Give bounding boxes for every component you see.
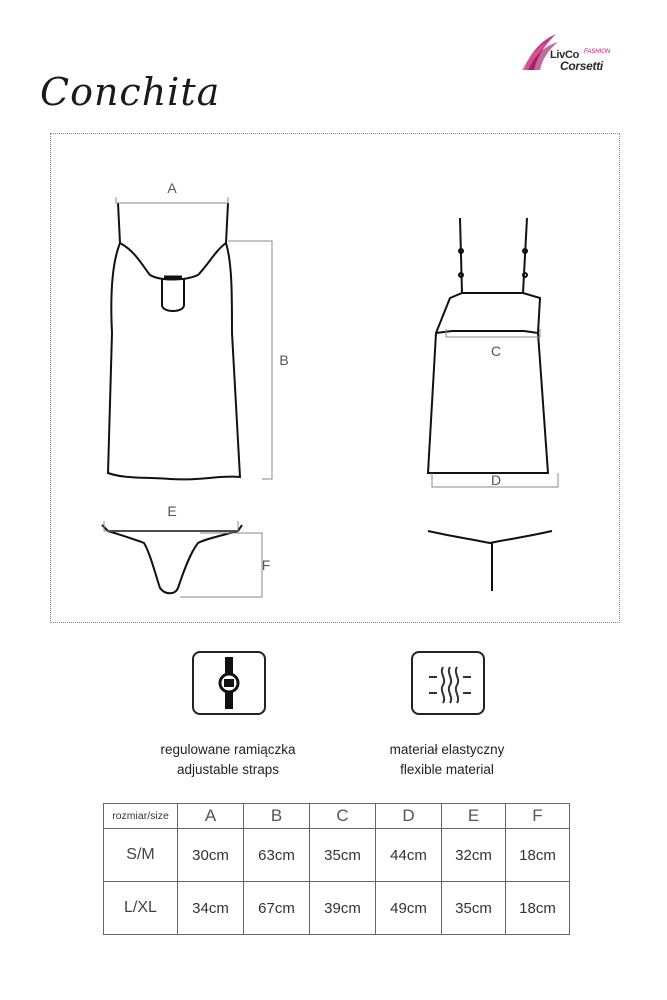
label-b: B: [279, 352, 289, 368]
size-table-header-row: [104, 804, 570, 829]
feature-flexible-material: [337, 740, 557, 780]
logo-text-livco: LivCo: [550, 49, 580, 61]
adjustable-strap-icon: [192, 651, 266, 715]
thong-front-drawing: [102, 525, 242, 593]
measurement-cell: 39cm: [310, 882, 376, 935]
measurement-diagram: [50, 133, 620, 623]
column-header-c: C: [310, 804, 376, 829]
measurement-cell: 49cm: [376, 882, 442, 935]
table-row: [104, 829, 570, 882]
chemise-front-drawing: [108, 203, 240, 479]
size-label: L/XL: [104, 882, 178, 935]
measurement-cell: 67cm: [244, 882, 310, 935]
logo-text-corsetti: Corsetti: [560, 59, 603, 73]
label-c: C: [490, 343, 502, 359]
measurement-cell: 18cm: [506, 882, 570, 935]
measurement-cell: 30cm: [178, 829, 244, 882]
label-d: D: [490, 472, 502, 488]
feature-label-en: adjustable straps: [176, 762, 280, 777]
label-a: A: [167, 180, 177, 196]
brand-logo: [520, 32, 630, 74]
size-label: S/M: [104, 829, 178, 882]
measurement-cell: 35cm: [310, 829, 376, 882]
size-header-cell: rozmiar/size: [104, 804, 178, 829]
column-header-e: E: [442, 804, 506, 829]
measurement-cell: 32cm: [442, 829, 506, 882]
measurement-cell: 35cm: [442, 882, 506, 935]
measurement-cell: 34cm: [178, 882, 244, 935]
feature-label-pl: regulowane ramiączka: [160, 742, 296, 757]
measurement-cell: 63cm: [244, 829, 310, 882]
logo-text-fashion: FASHION: [584, 49, 611, 55]
label-f: F: [261, 557, 271, 573]
product-title: Conchita: [40, 70, 221, 114]
column-header-a: A: [178, 804, 244, 829]
chemise-back-drawing: [428, 218, 548, 473]
column-header-f: F: [506, 804, 570, 829]
elastic-material-icon: [411, 651, 485, 715]
column-header-b: B: [244, 804, 310, 829]
column-header-d: D: [376, 804, 442, 829]
feature-label-en: flexible material: [400, 762, 494, 777]
measurement-cell: 44cm: [376, 829, 442, 882]
feature-label-pl: materiał elastyczny: [389, 742, 505, 757]
table-row: [104, 882, 570, 935]
label-e: E: [167, 503, 177, 519]
thong-back-drawing: [428, 531, 552, 591]
measurement-cell: 18cm: [506, 829, 570, 882]
feature-adjustable-straps: [118, 740, 338, 780]
size-table: [103, 803, 570, 935]
